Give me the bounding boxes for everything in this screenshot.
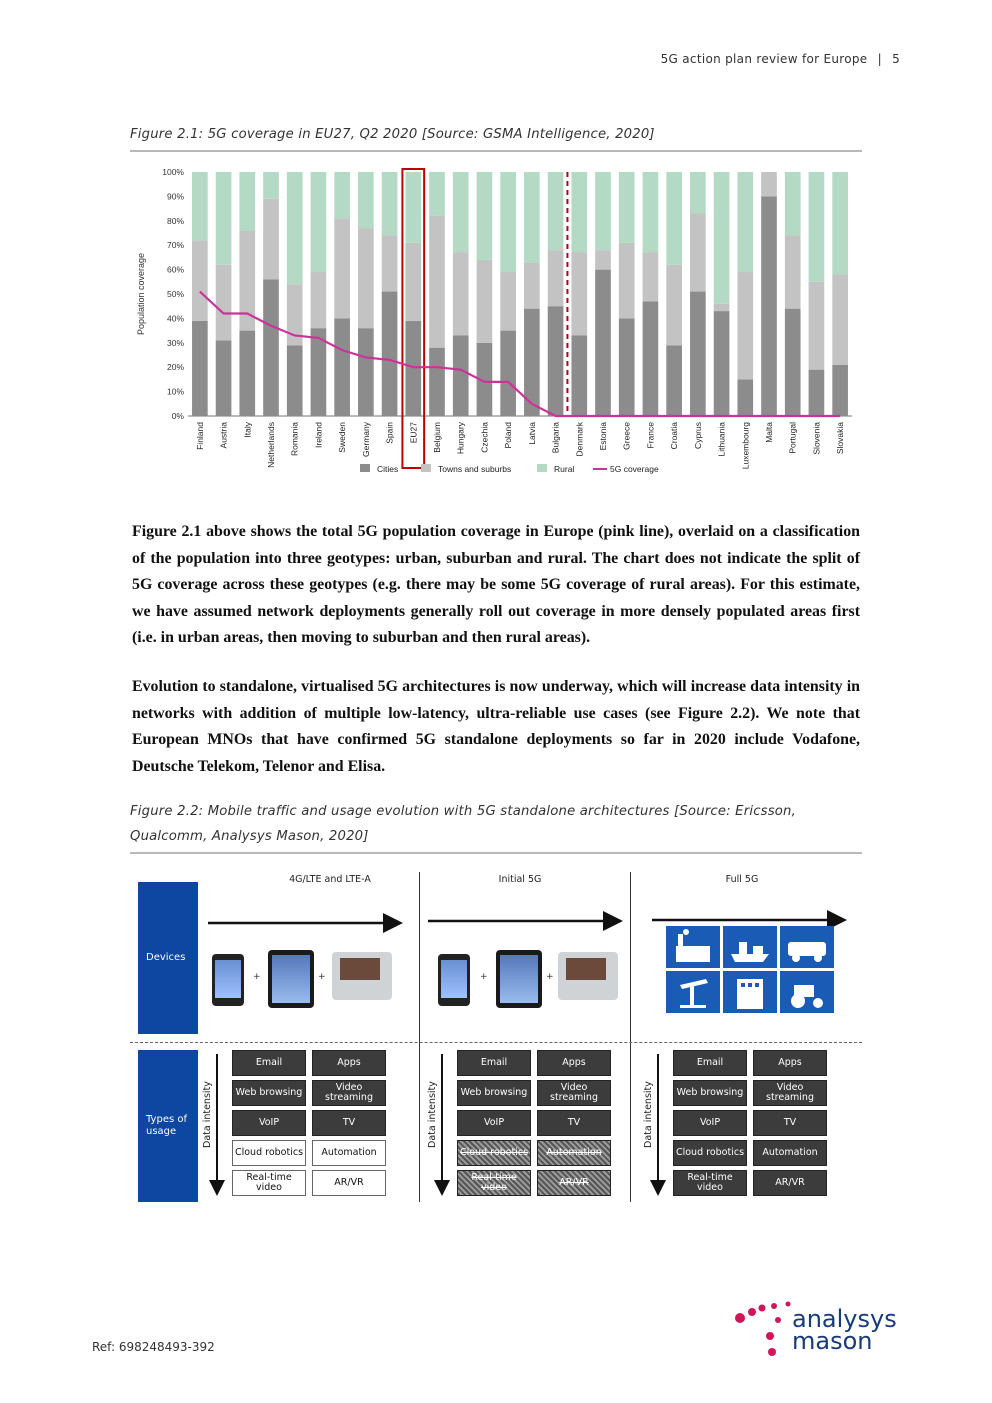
usage-box: Web browsing [457,1080,531,1106]
figure-2-rule [130,852,862,854]
bar-towns-and-suburbs [595,250,611,270]
usage-box: TV [753,1110,827,1136]
x-tick-label: Spain [384,422,395,444]
x-tick-label: Hungary [455,422,466,455]
data-intensity-label: Data intensity [427,1081,438,1148]
bar-cities [761,196,777,416]
usage-box: Video streaming [312,1080,386,1106]
bar-cities [619,318,635,416]
bar-towns-and-suburbs [382,235,398,291]
usage-box: AR/VR [312,1170,386,1196]
bar-cities [192,321,208,416]
bar-cities [714,311,730,416]
x-tick-label: Croatia [669,422,680,450]
usage-box: Automation [753,1140,827,1166]
x-tick-label: Italy [242,422,253,438]
x-tick-label: Austria [218,422,229,449]
x-tick-label: Romania [289,422,300,457]
usage-box: TV [537,1110,611,1136]
bar-cities [263,279,279,416]
x-tick-label: Denmark [574,422,585,457]
bar-cities [453,335,469,416]
paragraph-2: Evolution to standalone, virtualised 5G architectures is now underway, which will increase data intensity in networks with addition of multiple low-latency, ultra-reliable use cases (see Figure 2.2). We note that European MNOs that have confirmed 5G standalone deployments so far in 2020 include Vodafone, Deutsche Telekom, Telenor and Elisa. [132,678,860,775]
bar-cities [405,321,421,416]
bar-towns-and-suburbs [737,272,753,379]
y-tick-label: 10% [166,386,184,397]
bar-cities [809,370,825,416]
bar-cities [595,270,611,416]
bar-rural [619,172,635,243]
usage-box: Automation [312,1140,386,1166]
usage-box: Email [673,1050,747,1076]
laptop-device-icon [332,952,392,1000]
y-tick-label: 100% [162,167,184,177]
x-tick-label: Luxembourg [740,422,751,470]
bar-cities [334,318,350,416]
bar-towns-and-suburbs [334,218,350,318]
x-tick-label: Greece [621,422,632,450]
usage-box: Apps [312,1050,386,1076]
bar-rural [690,172,706,213]
bar-cities [643,301,659,416]
y-tick-label: 0% [171,411,184,421]
data-intensity-label: Data intensity [202,1081,213,1148]
usage-box: Real-time video [673,1170,747,1196]
bar-towns-and-suburbs [524,262,540,308]
plus-sign: + [480,972,488,982]
x-tick-label: EU27 [408,422,419,444]
usage-box: Web browsing [673,1080,747,1106]
oil-pump-icon [666,971,720,1013]
column-header-4g: 4G/LTE and LTE-A [289,874,371,885]
bar-rural [785,172,801,235]
usage-box: AR/VR [753,1170,827,1196]
bar-rural [239,172,255,231]
page-header [661,52,900,66]
y-tick-label: 90% [166,191,184,202]
bar-towns-and-suburbs [619,243,635,319]
bar-rural [287,172,303,284]
plus-sign: + [546,972,554,982]
legend-swatch-cities [360,464,370,472]
bar-cities [737,379,753,416]
tractor-icon [780,971,834,1013]
y-tick-label: 80% [166,215,184,226]
x-tick-label: Cyprus [692,422,703,449]
ship-icon [723,926,777,968]
bar-rural [216,172,232,265]
bar-rural [595,172,611,250]
x-tick-label: Finland [194,422,205,450]
bar-towns-and-suburbs [690,213,706,291]
bar-rural [334,172,350,218]
usage-box: VoIP [457,1110,531,1136]
x-tick-label: Latvia [526,422,537,445]
bar-rural [666,172,682,265]
x-tick-label: Slovenia [811,422,822,455]
y-tick-label: 20% [166,362,184,373]
legend-swatch-rural [537,464,547,472]
bar-rural [714,172,730,304]
legend-swatch-towns-and-suburbs [421,464,431,472]
bar-cities [690,292,706,416]
bar-cities [785,309,801,416]
x-tick-label: Ireland [313,422,324,448]
bar-towns-and-suburbs [714,304,730,311]
bar-rural [453,172,469,253]
bar-towns-and-suburbs [216,265,232,341]
bar-towns-and-suburbs [761,172,777,196]
bar-towns-and-suburbs [477,260,493,343]
header-separator: | [877,52,882,66]
tablet-icon [268,950,314,1008]
bar-rural [405,172,421,243]
bar-rural [382,172,398,235]
usage-box: Video streaming [537,1080,611,1106]
bar-cities [548,306,564,416]
usage-box: Real-time video [457,1170,531,1196]
bar-towns-and-suburbs [666,265,682,346]
usage-box: AR/VR [537,1170,611,1196]
bar-rural [429,172,445,216]
usage-box: Automation [537,1140,611,1166]
y-tick-label: 50% [166,289,184,299]
usage-box: Real-time video [232,1170,306,1196]
vehicle-icon [780,926,834,968]
document-title: 5G action plan review for Europe [660,52,868,66]
tablet-icon [496,950,542,1008]
x-tick-label: Portugal [787,422,798,454]
legend-label: 5G coverage [610,464,659,474]
bar-cities [382,292,398,416]
x-tick-label: Estonia [598,422,608,451]
figure-2-caption-line-2: Qualcomm, Analysys Mason, 2020] [130,829,369,844]
column-header-full-5g: Full 5G [725,874,759,885]
column-header-initial-5g: Initial 5G [498,874,542,885]
building-icon [723,971,777,1013]
usage-box: Apps [537,1050,611,1076]
bar-towns-and-suburbs [311,272,327,328]
x-tick-label: Slovakia [835,422,846,455]
x-tick-label: France [645,422,656,449]
logo-line-2: mason [792,1327,873,1355]
bar-towns-and-suburbs [832,274,848,364]
bar-rural [737,172,753,272]
data-intensity-label: Data intensity [643,1081,654,1148]
bar-rural [311,172,327,272]
plus-sign: + [318,972,326,982]
document-reference: Ref: 698248493-392 [92,1340,215,1354]
bar-towns-and-suburbs [405,243,421,321]
bar-towns-and-suburbs [785,235,801,308]
bar-cities [571,335,587,416]
bar-cities [287,345,303,416]
usage-box: Cloud robotics [673,1140,747,1166]
bar-towns-and-suburbs [192,240,208,321]
coverage-chart [130,158,862,488]
bar-towns-and-suburbs [548,250,564,306]
figure-1-caption: Figure 2.1: 5G coverage in EU27, Q2 2020 [Source: GSMA Intelligence, 2020] [130,127,655,142]
y-tick-label: 60% [166,264,184,275]
devices-label-text: Devices [146,952,186,963]
page-number: 5 [892,52,900,66]
bar-rural [477,172,493,260]
usage-label-text: Types of usage [146,1114,187,1137]
usage-box: VoIP [232,1110,306,1136]
usage-box: Cloud robotics [232,1140,306,1166]
bar-cities [239,331,255,416]
logo-line-1: analysys [792,1305,897,1333]
smartphone-icon [438,954,470,1006]
y-axis-label: Population coverage [136,252,146,336]
bar-towns-and-suburbs [643,253,659,302]
bar-towns-and-suburbs [358,228,374,328]
usage-box: VoIP [673,1110,747,1136]
bar-rural [548,172,564,250]
bar-rural [192,172,208,240]
plus-sign: + [253,972,261,982]
factory-icon [666,926,720,968]
x-tick-label: Malta [764,422,774,443]
x-tick-label: Bulgaria [550,422,561,454]
x-tick-label: Sweden [337,422,348,453]
bar-cities [832,365,848,416]
usage-box: Email [457,1050,531,1076]
bar-towns-and-suburbs [263,199,279,280]
bar-rural [809,172,825,282]
usage-box: Web browsing [232,1080,306,1106]
bar-cities [429,348,445,416]
usage-box: Video streaming [753,1080,827,1106]
legend-label: Rural [554,464,575,474]
x-tick-label: Lithuania [716,422,727,457]
x-tick-label: Belgium [432,422,442,453]
bar-rural [263,172,279,199]
figure-2-caption-line-1: Figure 2.2: Mobile traffic and usage evolution with 5G standalone architectures [Source: Ericsson, [130,804,797,819]
x-tick-label: Czechia [479,422,490,453]
analysys-mason-logo-dots [734,1300,794,1360]
bar-cities [500,331,516,416]
bar-cities [216,340,232,416]
usage-box: TV [312,1110,386,1136]
y-tick-label: 40% [166,313,184,324]
bar-towns-and-suburbs [429,216,445,348]
paragraph-1: Figure 2.1 above shows the total 5G population coverage in Europe (pink line), overlaid on a classification of the population into three geotypes: urban, suburban and rural. The chart does not indicate the split of 5G coverage across these geotypes (e.g. there may be some 5G coverage of rural areas). For this estimate, we have assumed network deployments generally roll out coverage in more densely populated areas first (i.e. in urban areas, then moving to suburban and then rural areas). [132,523,860,646]
x-tick-label: Netherlands [266,422,276,468]
laptop-device-icon [558,952,618,1000]
bar-cities [666,345,682,416]
bar-rural [643,172,659,253]
bar-towns-and-suburbs [571,253,587,336]
usage-box: Cloud robotics [457,1140,531,1166]
bar-rural [500,172,516,272]
bar-rural [524,172,540,262]
x-tick-label: Poland [503,422,514,449]
y-tick-label: 30% [166,337,184,348]
legend-label: Cities [377,464,399,474]
legend-label: Towns and suburbs [438,464,512,474]
usage-box: Email [232,1050,306,1076]
bar-cities [358,328,374,416]
bar-towns-and-suburbs [500,272,516,331]
bar-rural [832,172,848,274]
analysys-mason-logo-text [792,1305,897,1355]
bar-rural [358,172,374,228]
usage-box: Apps [753,1050,827,1076]
bar-towns-and-suburbs [453,253,469,336]
bar-rural [571,172,587,253]
y-tick-label: 70% [166,240,184,251]
figure-1-rule [130,150,862,152]
usage-evolution-diagram [130,868,862,1208]
bar-towns-and-suburbs [809,282,825,370]
smartphone-icon [212,954,244,1006]
x-tick-label: Germany [360,422,371,457]
